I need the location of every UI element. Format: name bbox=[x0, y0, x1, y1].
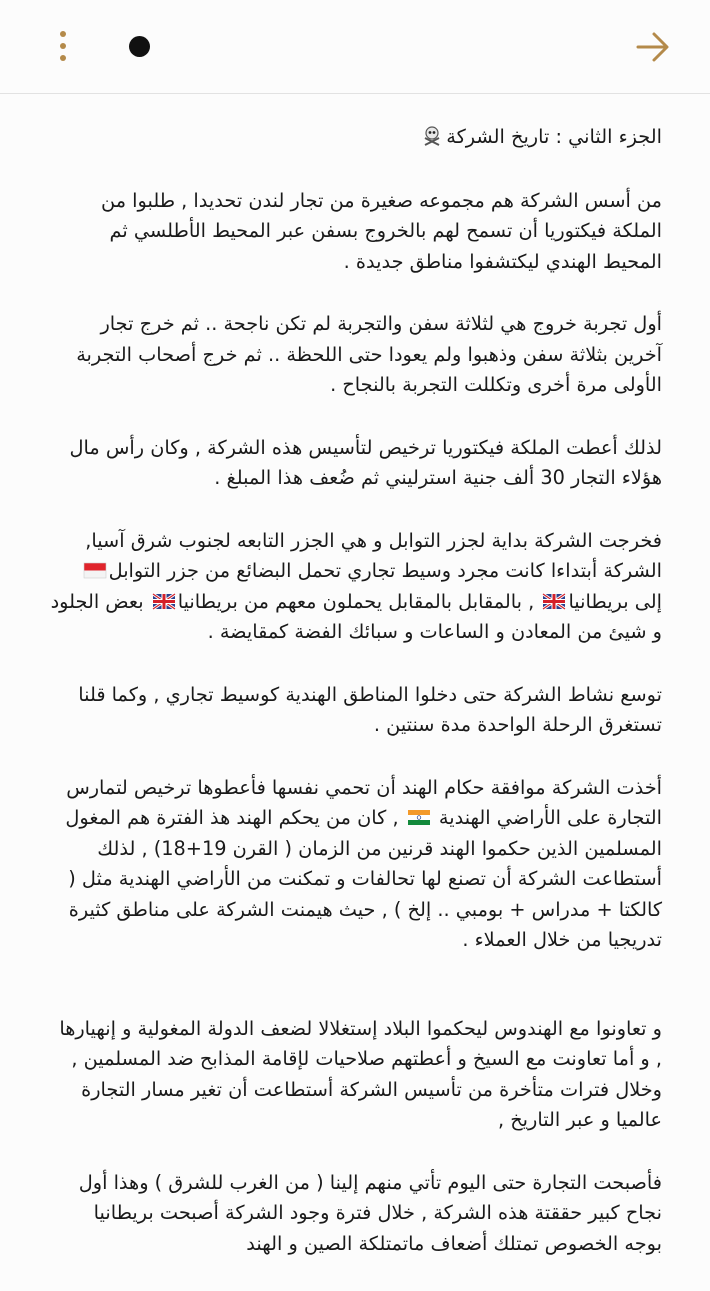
more-vert-icon-dot bbox=[60, 55, 66, 61]
black-dot-icon bbox=[129, 36, 150, 57]
flag-uk-icon bbox=[543, 594, 565, 609]
text-segment: بعض الجلود و شيئ من المعادن و الساعات و سبائك الفضة كمقايضة . bbox=[50, 589, 662, 643]
paragraph-spice-islands bbox=[50, 526, 662, 648]
paragraph-trade-shift: فأصبحت التجارة حتى اليوم تأتي منهم إلينا ( من الغرب للشرق ) وهذا أول نجاح كبير حققتة هذه الشركة , خلال فترة وجود الشركة أصبحت بريطانيا بوجه الخصوص تمتلك أضعاف ماتمتلكة الصين و الهند bbox=[78, 1170, 662, 1255]
back-button[interactable] bbox=[630, 26, 674, 68]
flag-uk-icon bbox=[153, 594, 175, 609]
paragraph-first-voyages: أول تجربة خروج هي لثلاثة سفن والتجربة لم تكن ناجحة .. ثم خرج تجار آخرين بثلاثة سفن وذهبوا ولم يعودا حتى اللحظة .. ثم خرج أصحاب التجربة الأولى مرة أخرى وتكللت التجربة بالنجاح . bbox=[76, 312, 662, 396]
skull-crossbones-icon bbox=[422, 125, 442, 156]
text-segment: , كان من يحكم الهند هذ الفترة هم المغول المسلمين الذين حكموا الهند قرنين من الزمان ( القرن 19+18) , لذلك أستطاعت الشركة أن تصنع لها تحالفات و تمكنت من الأراضي الهندية مثل ( كالكتا + مدراس + بومبي .. إلخ ) , حيث هيمنت الشركة على مناطق كثيرة تدريجيا من خلال العملاء . bbox=[65, 806, 662, 951]
text-segment: إلى بريطانيا bbox=[568, 589, 662, 613]
text-segment: فخرجت الشركة بداية لجزر التوابل و هي الجزر التابعه لجنوب شرق آسيا, الشركة أبتداءا كانت مجرد وسيط تجاري تحمل البضائع من جزر التوابل bbox=[85, 528, 662, 582]
flag-indonesia-icon bbox=[84, 563, 106, 578]
more-vert-icon bbox=[60, 31, 66, 37]
article-body bbox=[50, 122, 662, 1291]
text-segment: , بالمقابل بالمقابل يحملون معهم من بريطانيا bbox=[177, 589, 535, 613]
paragraph-founders: من أسس الشركة هم مجموعه صغيرة من تجار لندن تحديدا , طلبوا من الملكة فيكتوريا أن تسمح لهم بالخروج بسفن عبر المحيط الأطلسي ثم المحيط الهندي ليكتشفوا مناطق جديدة . bbox=[101, 188, 662, 273]
paragraph-expansion: توسع نشاط الشركة حتى دخلوا المناطق الهندية كوسيط تجاري , وكما قلنا تستغرق الرحلة الواحدة مدة سنتين . bbox=[78, 682, 662, 736]
more-options-button[interactable] bbox=[48, 24, 78, 68]
paragraph-alliances: و تعاونوا مع الهندوس ليحكموا البلاد إستغلالا لضعف الدولة المغولية و إنهيارها , و أما تعاونت مع السيخ و أعطتهم صلاحيات لإقامة المذابح ضد المسلمين , وخلال فترات متأخرة من تأسيس الشركة أستطاعت أن تغير مسار التجارة عالميا و عبر التاريخ , bbox=[59, 1016, 662, 1131]
arrow-right-icon bbox=[630, 26, 674, 68]
heading-text: الجزء الثاني : تاريخ الشركة bbox=[446, 125, 662, 148]
paragraph-india bbox=[50, 773, 662, 956]
paragraph-license: لذلك أعطت الملكة فيكتوريا ترخيص لتأسيس هذه الشركة , وكان رأس مال هؤلاء التجار 30 ألف جنية استرليني ثم ضُعف هذا المبلغ . bbox=[69, 435, 662, 489]
article-heading bbox=[50, 122, 662, 156]
flag-india-icon bbox=[408, 810, 430, 825]
top-app-bar bbox=[0, 0, 710, 94]
more-vert-icon-dot bbox=[60, 43, 66, 49]
text-segment: أخذت الشركة موافقة حكام الهند أن تحمي نفسها فأعطوها ترخيص لتمارس التجارة على الأراضي الهندية bbox=[66, 775, 662, 829]
